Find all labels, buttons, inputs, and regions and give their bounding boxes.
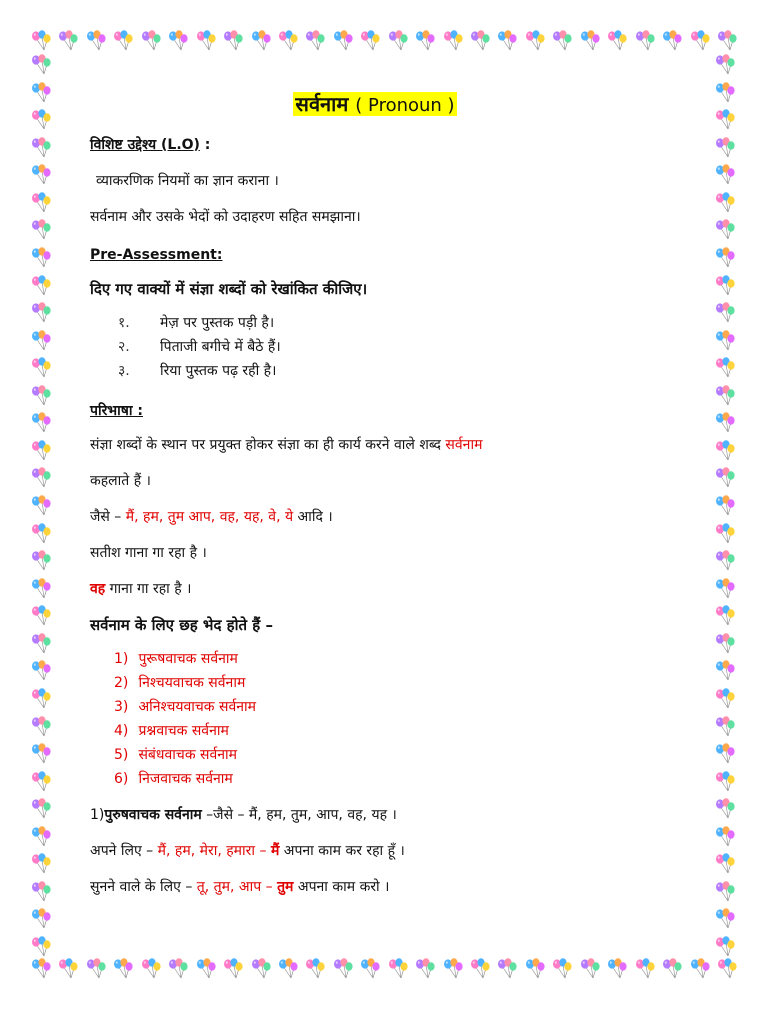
balloon-icon <box>714 275 736 297</box>
balloon-icon <box>222 958 244 980</box>
balloon-icon <box>277 958 299 980</box>
document-body <box>90 90 690 897</box>
balloon-icon <box>714 771 736 793</box>
purush-heading-line: 1)पुरुषवाचक सर्वनाम –जैसे – मैं, हम, तुम, आप, वह, यह । <box>90 807 397 823</box>
balloon-icon <box>469 958 491 980</box>
objective-heading-line <box>90 135 690 155</box>
objective-colon: : <box>199 137 211 153</box>
balloon-icon <box>30 247 52 269</box>
balloon-icon <box>30 30 52 52</box>
balloon-icon <box>30 853 52 875</box>
example-sentence-2: वह गाना गा रहा है । <box>90 581 192 597</box>
balloon-icon <box>30 550 52 572</box>
balloon-icon <box>30 771 52 793</box>
balloon-icon <box>387 958 409 980</box>
balloon-icon <box>716 30 738 52</box>
balloon-icon <box>714 219 736 241</box>
balloon-icon <box>30 716 52 738</box>
objective-heading: विशिष्ट उद्देश्य (L.O) <box>90 137 200 153</box>
balloon-icon <box>579 30 601 52</box>
balloon-icon <box>714 550 736 572</box>
balloon-icon <box>30 495 52 517</box>
balloon-icon <box>277 30 299 52</box>
balloon-icon <box>714 164 736 186</box>
balloon-icon <box>714 412 736 434</box>
balloon-icon <box>551 958 573 980</box>
balloon-icon <box>332 30 354 52</box>
balloon-icon <box>551 30 573 52</box>
balloon-icon <box>579 958 601 980</box>
balloon-icon <box>714 798 736 820</box>
balloon-icon <box>469 30 491 52</box>
list-item: 2) निश्चयवाचक सर्वनाम <box>114 675 246 691</box>
balloon-icon <box>167 30 189 52</box>
list-item: 3) अनिश्चयवाचक सर्वनाम <box>114 699 257 715</box>
list-item: 4) प्रश्नवाचक सर्वनाम <box>114 723 229 739</box>
balloon-icon <box>714 716 736 738</box>
example-sentence-1: सतीश गाना गा रहा है । <box>90 545 207 561</box>
balloon-icon <box>606 958 628 980</box>
balloon-icon <box>414 30 436 52</box>
balloon-icon <box>714 853 736 875</box>
balloon-icon <box>714 495 736 517</box>
balloon-icon <box>714 137 736 159</box>
definition-highlight: सर्वनाम <box>445 437 483 453</box>
balloon-icon <box>714 385 736 407</box>
border-bottom <box>30 958 738 982</box>
balloon-icon <box>714 330 736 352</box>
list-item: 5) संबंधवाचक सर्वनाम <box>114 747 238 763</box>
balloon-icon <box>30 357 52 379</box>
list-item: १. मेज़ पर पुस्तक पड़ी है। <box>118 315 275 331</box>
assessment-list <box>118 311 690 383</box>
pre-assessment-heading: Pre-Assessment: <box>90 247 223 263</box>
balloon-icon <box>524 958 546 980</box>
balloon-icon <box>714 826 736 848</box>
types-heading: सर्वनाम के लिए छह भेद होते हैं – <box>90 616 273 634</box>
balloon-icon <box>30 330 52 352</box>
balloon-icon <box>30 578 52 600</box>
balloon-icon <box>606 30 628 52</box>
balloon-icon <box>30 523 52 545</box>
balloon-icon <box>30 798 52 820</box>
balloon-icon <box>304 958 326 980</box>
balloon-icon <box>30 192 52 214</box>
border-top <box>30 30 738 54</box>
balloon-icon <box>661 30 683 52</box>
balloon-icon <box>30 109 52 131</box>
balloon-icon <box>30 660 52 682</box>
balloon-icon <box>30 440 52 462</box>
balloon-icon <box>714 247 736 269</box>
balloon-icon <box>30 688 52 710</box>
balloon-icon <box>689 30 711 52</box>
balloon-icon <box>30 633 52 655</box>
purush-line-1: अपने लिए – मैं, हम, मेरा, हमारा – मैं अपना काम कर रहा हूँ । <box>90 843 405 859</box>
balloon-icon <box>714 357 736 379</box>
balloon-icon <box>714 192 736 214</box>
balloon-icon <box>714 936 736 958</box>
balloon-icon <box>332 958 354 980</box>
balloon-icon <box>30 219 52 241</box>
balloon-icon <box>30 275 52 297</box>
list-item: 6) निजवाचक सर्वनाम <box>114 771 233 787</box>
balloon-icon <box>714 523 736 545</box>
balloon-icon <box>359 30 381 52</box>
balloon-icon <box>140 958 162 980</box>
objective-line-1: व्याकरणिक नियमों का ज्ञान कराना । <box>96 173 279 189</box>
balloon-icon <box>714 605 736 627</box>
balloon-icon <box>496 958 518 980</box>
balloon-icon <box>250 30 272 52</box>
page-title <box>60 90 690 117</box>
balloon-icon <box>304 30 326 52</box>
balloon-icon <box>30 881 52 903</box>
balloon-icon <box>442 30 464 52</box>
balloon-icon <box>57 30 79 52</box>
balloon-icon <box>714 881 736 903</box>
balloon-icon <box>30 82 52 104</box>
balloon-icon <box>140 30 162 52</box>
balloon-icon <box>30 826 52 848</box>
balloon-icon <box>714 633 736 655</box>
balloon-icon <box>112 30 134 52</box>
balloon-icon <box>714 54 736 76</box>
balloon-icon <box>716 958 738 980</box>
balloon-icon <box>57 958 79 980</box>
balloon-icon <box>714 743 736 765</box>
balloon-icon <box>634 30 656 52</box>
balloon-icon <box>634 958 656 980</box>
balloon-icon <box>195 30 217 52</box>
definition-examples: जैसे – मैं, हम, तुम आप, वह, यह, वे, ये आदि । <box>90 509 333 525</box>
balloon-icon <box>714 467 736 489</box>
balloon-icon <box>30 936 52 958</box>
balloon-icon <box>30 412 52 434</box>
balloon-icon <box>30 958 52 980</box>
definition-heading: परिभाषा : <box>90 403 143 419</box>
balloon-icon <box>387 30 409 52</box>
balloon-icon <box>414 958 436 980</box>
balloon-icon <box>250 958 272 980</box>
balloon-icon <box>661 958 683 980</box>
balloon-icon <box>222 30 244 52</box>
balloon-icon <box>30 137 52 159</box>
balloon-icon <box>442 958 464 980</box>
list-item: 1) पुरूषवाचक सर्वनाम <box>114 651 238 667</box>
balloon-icon <box>714 109 736 131</box>
balloon-icon <box>714 578 736 600</box>
list-item: ३. रिया पुस्तक पढ़ रही है। <box>118 363 277 379</box>
balloon-icon <box>30 385 52 407</box>
objective-line-2: सर्वनाम और उसके भेदों को उदाहरण सहित समझाना। <box>90 209 361 225</box>
definition-cont: कहलाते हैं । <box>90 473 151 489</box>
balloon-icon <box>30 164 52 186</box>
balloon-icon <box>167 958 189 980</box>
balloon-icon <box>85 30 107 52</box>
balloon-icon <box>30 54 52 76</box>
balloon-icon <box>714 82 736 104</box>
balloon-icon <box>714 660 736 682</box>
balloon-icon <box>359 958 381 980</box>
balloon-icon <box>195 958 217 980</box>
balloon-icon <box>85 958 107 980</box>
balloon-icon <box>714 908 736 930</box>
balloon-icon <box>112 958 134 980</box>
balloon-icon <box>30 605 52 627</box>
pre-assessment-instruction: दिए गए वाक्यों में संज्ञा शब्दों को रेखांकित कीजिए। <box>90 280 368 298</box>
title-hindi: सर्वनाम <box>295 92 349 116</box>
title-english: ( Pronoun ) <box>355 95 455 116</box>
definition-text: संज्ञा शब्दों के स्थान पर प्रयुक्त होकर संज्ञा का ही कार्य करने वाले शब्द सर्वनाम <box>90 437 483 453</box>
list-item: २. पिताजी बगीचे में बैठे हैं। <box>118 339 281 355</box>
border-left <box>30 54 54 958</box>
balloon-icon <box>30 743 52 765</box>
purush-heading: पुरुषवाचक सर्वनाम <box>104 807 202 823</box>
balloon-icon <box>714 302 736 324</box>
balloon-icon <box>30 302 52 324</box>
purush-line-2: सुनने वाले के लिए – तू, तुम, आप – तुम अपना काम करो । <box>90 879 390 895</box>
balloon-icon <box>496 30 518 52</box>
border-right <box>714 54 738 958</box>
balloon-icon <box>689 958 711 980</box>
balloon-icon <box>524 30 546 52</box>
balloon-icon <box>30 467 52 489</box>
balloon-icon <box>714 688 736 710</box>
balloon-icon <box>30 908 52 930</box>
balloon-icon <box>714 440 736 462</box>
types-list <box>114 647 690 791</box>
